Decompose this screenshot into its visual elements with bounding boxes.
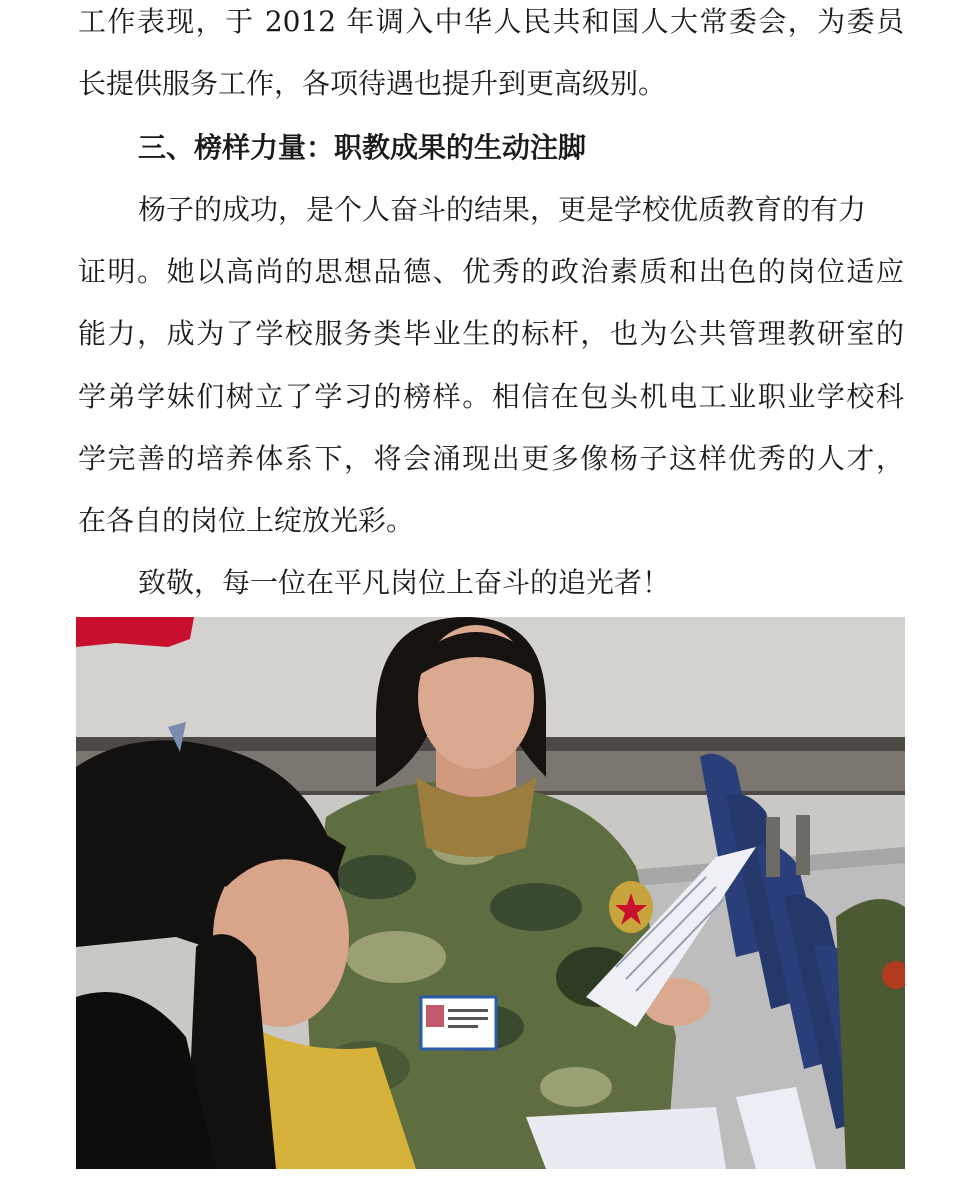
paragraph-main-line-5: 学完善的培养体系下，将会涌现出更多像杨子这样优秀的人才， [78, 442, 904, 475]
paper-sheet-bottom [526, 1107, 726, 1169]
section-heading: 三、榜样力量：职教成果的生动注脚 [138, 131, 587, 164]
paragraph-main-line-3: 能力，成为了学校服务类毕业生的标杆，也为公共管理教研室的 [78, 317, 904, 350]
paragraph-main-line-1: 杨子的成功，是个人奋斗的结果，更是学校优质教育的有力 [138, 193, 867, 226]
paragraph-main-line-4: 学弟学妹们树立了学习的榜样。相信在包头机电工业职业学校科 [78, 380, 904, 413]
closing-line: 致敬，每一位在平凡岗位上奋斗的追光者！ [138, 566, 671, 599]
paragraph-top-line-2: 长提供服务工作，各项待遇也提升到更高级别。 [78, 67, 667, 100]
person-right-edge [836, 899, 905, 1169]
paragraph-top-line-1: 工作表现，于 2012 年调入中华人民共和国人大常委会，为委员 [78, 5, 904, 38]
paragraph-main-line-6: 在各自的岗位上绽放光彩。 [78, 504, 415, 537]
article-photo [76, 617, 905, 1169]
red-banner [76, 617, 194, 647]
photo-illustration [76, 617, 905, 1169]
paragraph-main-line-2: 证明。她以高尚的思想品德、优秀的政治素质和出色的岗位适应 [78, 255, 904, 288]
